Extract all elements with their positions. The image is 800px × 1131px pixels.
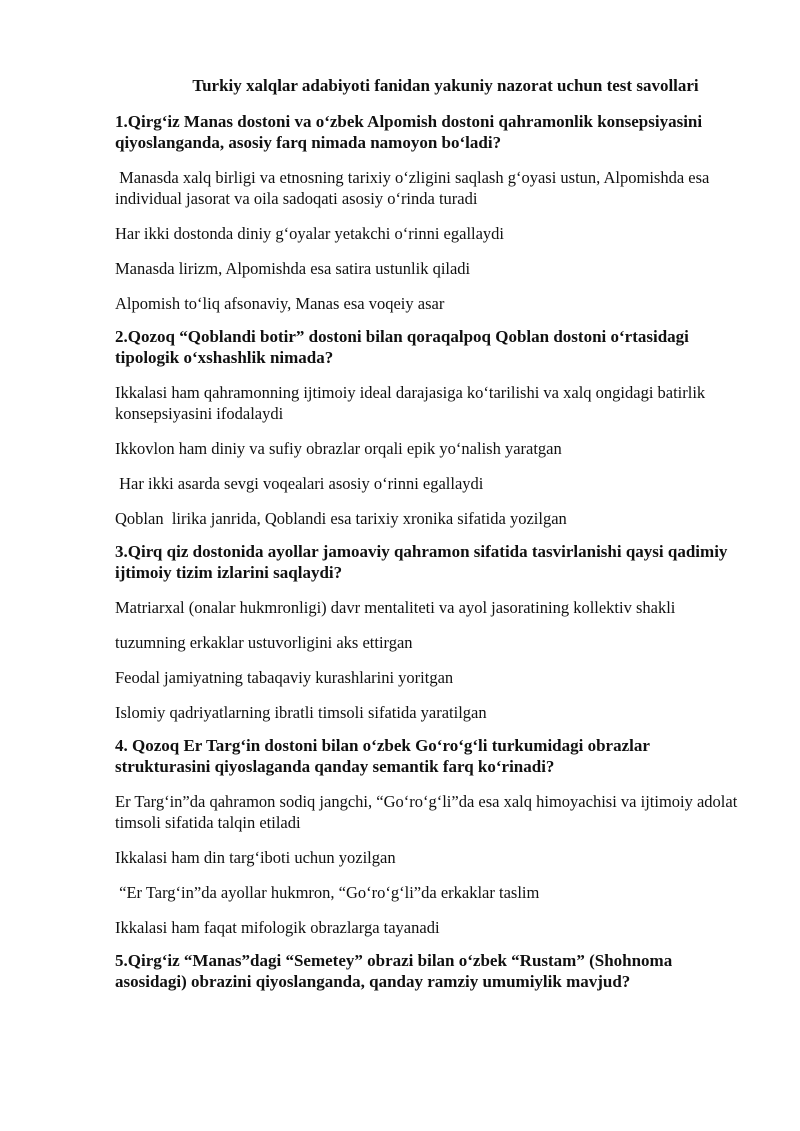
question-3	[115, 541, 740, 723]
answer-option: Manasda xalq birligi va etnosning tarixiy o‘zligini saqlash g‘oyasi ustun, Alpomishda esa individual jasorat va oila sadoqati asosiy o‘rinda turadi	[115, 168, 714, 208]
question-1	[115, 111, 740, 314]
answer-option: “Er Targ‘in”da ayollar hukmron, “Go‘ro‘g‘li”da erkaklar taslim	[115, 883, 540, 902]
answer-option: tuzumning erkaklar ustuvorligini aks ettirgan	[115, 633, 413, 652]
answer-option: Har ikki dostonda diniy g‘oyalar yetakchi o‘rinni egallaydi	[115, 224, 505, 243]
answer-option: Matriarxal (onalar hukmronligi) davr mentaliteti va ayol jasoratining kollektiv shakli	[115, 598, 676, 617]
question-5	[115, 950, 740, 992]
answer-option: Qoblan lirika janrida, Qoblandi esa tarixiy xronika sifatida yozilgan	[115, 509, 567, 528]
answer-option: Ikkalasi ham faqat mifologik obrazlarga tayanadi	[115, 918, 440, 937]
document-page	[115, 75, 740, 1006]
answer-option: Har ikki asarda sevgi voqealari asosiy o‘rinni egallaydi	[115, 474, 484, 493]
answer-option: Alpomish to‘liq afsonaviy, Manas esa voqeiy asar	[115, 294, 445, 313]
answer-option: Ikkovlon ham diniy va sufiy obrazlar orqali epik yo‘nalish yaratgan	[115, 439, 562, 458]
question-text: 1.Qirg‘iz Manas dostoni va o‘zbek Alpomish dostoni qahramonlik konsepsiyasini qiyoslanganda, asosiy farq nimada namoyon bo‘ladi?	[115, 112, 703, 152]
question-text: 4. Qozoq Er Targ‘in dostoni bilan o‘zbek Go‘ro‘g‘li turkumidagi obrazlar strukturasini qiyoslaganda qanday semantik farq ko‘rinadi?	[115, 736, 650, 776]
answer-option: Er Targ‘in”da qahramon sodiq jangchi, “Go‘ro‘g‘li”da esa xalq himoyachisi va ijtimoiy adolat timsoli sifatida talqin etiladi	[115, 792, 742, 832]
answer-option: Ikkalasi ham qahramonning ijtimoiy ideal darajasiga ko‘tarilishi va xalq ongidagi batirlik konsepsiyasini ifodalaydi	[115, 383, 710, 423]
question-text: 2.Qozoq “Qoblandi botir” dostoni bilan qoraqalpoq Qoblan dostoni o‘rtasidagi tipologik o‘xshashlik nimada?	[115, 327, 689, 367]
answer-option: Manasda lirizm, Alpomishda esa satira ustunlik qiladi	[115, 259, 471, 278]
question-4	[115, 735, 740, 938]
question-text: 3.Qirq qiz dostonida ayollar jamoaviy qahramon sifatida tasvirlanishi qaysi qadimiy ijtimoiy tizim izlarini saqlaydi?	[115, 542, 728, 582]
question-2	[115, 326, 740, 529]
document-title: Turkiy xalqlar adabiyoti fanidan yakuniy nazorat uchun test savollari	[192, 76, 699, 95]
answer-option: Ikkalasi ham din targ‘iboti uchun yozilgan	[115, 848, 396, 867]
question-text: 5.Qirg‘iz “Manas”dagi “Semetey” obrazi bilan o‘zbek “Rustam” (Shohnoma asosidagi) obrazini qiyoslanganda, qanday ramziy umumiylik mavjud?	[115, 951, 673, 991]
answer-option: Feodal jamiyatning tabaqaviy kurashlarini yoritgan	[115, 668, 454, 687]
answer-option: Islomiy qadriyatlarning ibratli timsoli sifatida yaratilgan	[115, 703, 487, 722]
